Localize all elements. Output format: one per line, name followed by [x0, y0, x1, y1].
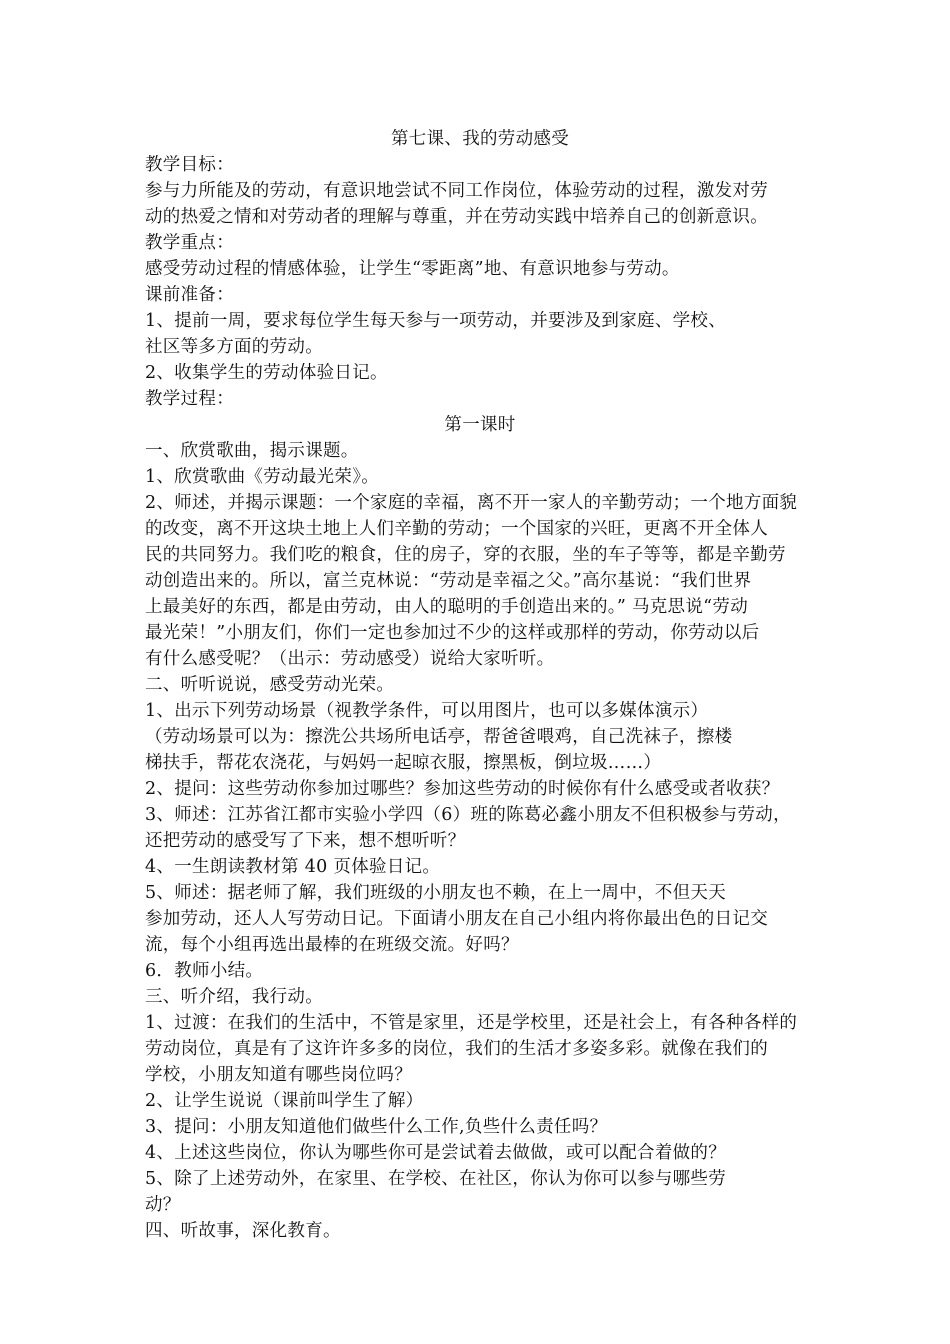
- text-line: 5、除了上述劳动外，在家里、在学校、在社区，你认为你可以参与哪些劳: [145, 1169, 727, 1189]
- text-line: 2、收集学生的劳动体验日记。: [145, 363, 388, 383]
- text-line: 教学过程：: [145, 389, 234, 409]
- text-line: 四、听故事，深化教育。: [145, 1221, 341, 1241]
- text-line: 1、欣赏歌曲《劳动最光荣》。: [145, 467, 380, 487]
- text-line: 劳动岗位，真是有了这许许多多的岗位，我们的生活才多姿多彩。就像在我们的: [145, 1039, 768, 1059]
- text-line: 参加劳动，还人人写劳动日记。下面请小朋友在自己小组内将你最出色的日记交: [145, 909, 768, 929]
- text-line: 1、过渡：在我们的生活中，不管是家里，还是学校里，还是社会上，有各种各样的: [145, 1013, 798, 1033]
- text-line: 教学重点：: [145, 233, 234, 253]
- text-line: 6．教师小结。: [145, 961, 264, 981]
- text-line: 动的热爱之情和对劳动者的理解与尊重，并在劳动实践中培养自己的创新意识。: [145, 207, 768, 227]
- text-line: 梯扶手，帮花农浇花，与妈妈一起晾衣服，擦黑板，倒垃圾……）: [145, 753, 662, 773]
- text-line: 1、提前一周，要求每位学生每天参与一项劳动，并要涉及到家庭、学校、: [145, 311, 727, 331]
- section-heading: 第一课时: [444, 415, 516, 435]
- text-line: 感受劳动过程的情感体验，让学生“零距离”地、有意识地参与劳动。: [145, 259, 680, 279]
- text-line: 二、听听说说，感受劳动光荣。: [145, 675, 395, 695]
- text-line: 教学目标：: [145, 155, 234, 175]
- text-line: 上最美好的东西，都是由劳动，由人的聪明的手创造出来的。” 马克思说“劳动: [145, 597, 749, 617]
- text-line: 民的共同努力。我们吃的粮食，住的房子，穿的衣服，坐的车子等等，都是辛勤劳: [145, 545, 786, 565]
- lesson-title: 第七课、我的劳动感受: [391, 129, 569, 149]
- text-line: 的改变，离不开这块土地上人们辛勤的劳动；一个国家的兴旺，更离不开全体人: [145, 519, 768, 539]
- text-line: 流，每个小组再选出最棒的在班级交流。好吗？: [145, 935, 519, 955]
- text-line: 1、出示下列劳动场景（视教学条件，可以用图片，也可以多媒体演示）: [145, 701, 709, 721]
- text-line: 2、让学生说说（课前叫学生了解）: [145, 1091, 424, 1111]
- text-line: 3、提问：小朋友知道他们做些什么工作,负些什么责任吗？: [145, 1117, 608, 1137]
- text-line: 还把劳动的感受写了下来，想不想听听？: [145, 831, 466, 851]
- text-line: 课前准备：: [145, 285, 234, 305]
- text-line: 3、师述：江苏省江都市实验小学四（6）班的陈葛必鑫小朋友不但积极参与劳动，: [145, 805, 791, 825]
- text-line: 学校，小朋友知道有哪些岗位吗？: [145, 1065, 412, 1085]
- text-line: 5、师述：据老师了解，我们班级的小朋友也不赖，在上一周中，不但天天: [145, 883, 727, 903]
- text-line: 三、听介绍，我行动。: [145, 987, 323, 1007]
- text-line: 2、提问：这些劳动你参加过哪些？参加这些劳动的时候你有什么感受或者收获？: [145, 779, 780, 799]
- text-line: 4、上述这些岗位，你认为哪些你可是尝试着去做做，或可以配合着做的？: [145, 1143, 727, 1163]
- text-line: （劳动场景可以为：擦洗公共场所电话亭，帮爸爸喂鸡，自己洗袜子，擦楼: [145, 727, 733, 747]
- text-line: 2、师述，并揭示课题：一个家庭的幸福，离不开一家人的辛勤劳动；一个地方面貌: [145, 493, 798, 513]
- text-line: 参与力所能及的劳动，有意识地尝试不同工作岗位，体验劳动的过程，激发对劳: [145, 181, 768, 201]
- text-line: 有什么感受呢？（出示：劳动感受）说给大家听听。: [145, 649, 555, 669]
- text-line: 最光荣！”小朋友们，你们一定也参加过不少的这样或那样的劳动，你劳动以后: [145, 623, 760, 643]
- text-line: 动？: [145, 1195, 181, 1215]
- text-line: 动创造出来的。所以，富兰克林说：“劳动是幸福之父。”高尔基说：“我们世界: [145, 571, 752, 591]
- text-line: 社区等多方面的劳动。: [145, 337, 323, 357]
- document-body: [145, 126, 815, 1244]
- text-line: 一、欣赏歌曲，揭示课题。: [145, 441, 359, 461]
- text-line: 4、一生朗读教材第 40 页体验日记。: [145, 857, 441, 877]
